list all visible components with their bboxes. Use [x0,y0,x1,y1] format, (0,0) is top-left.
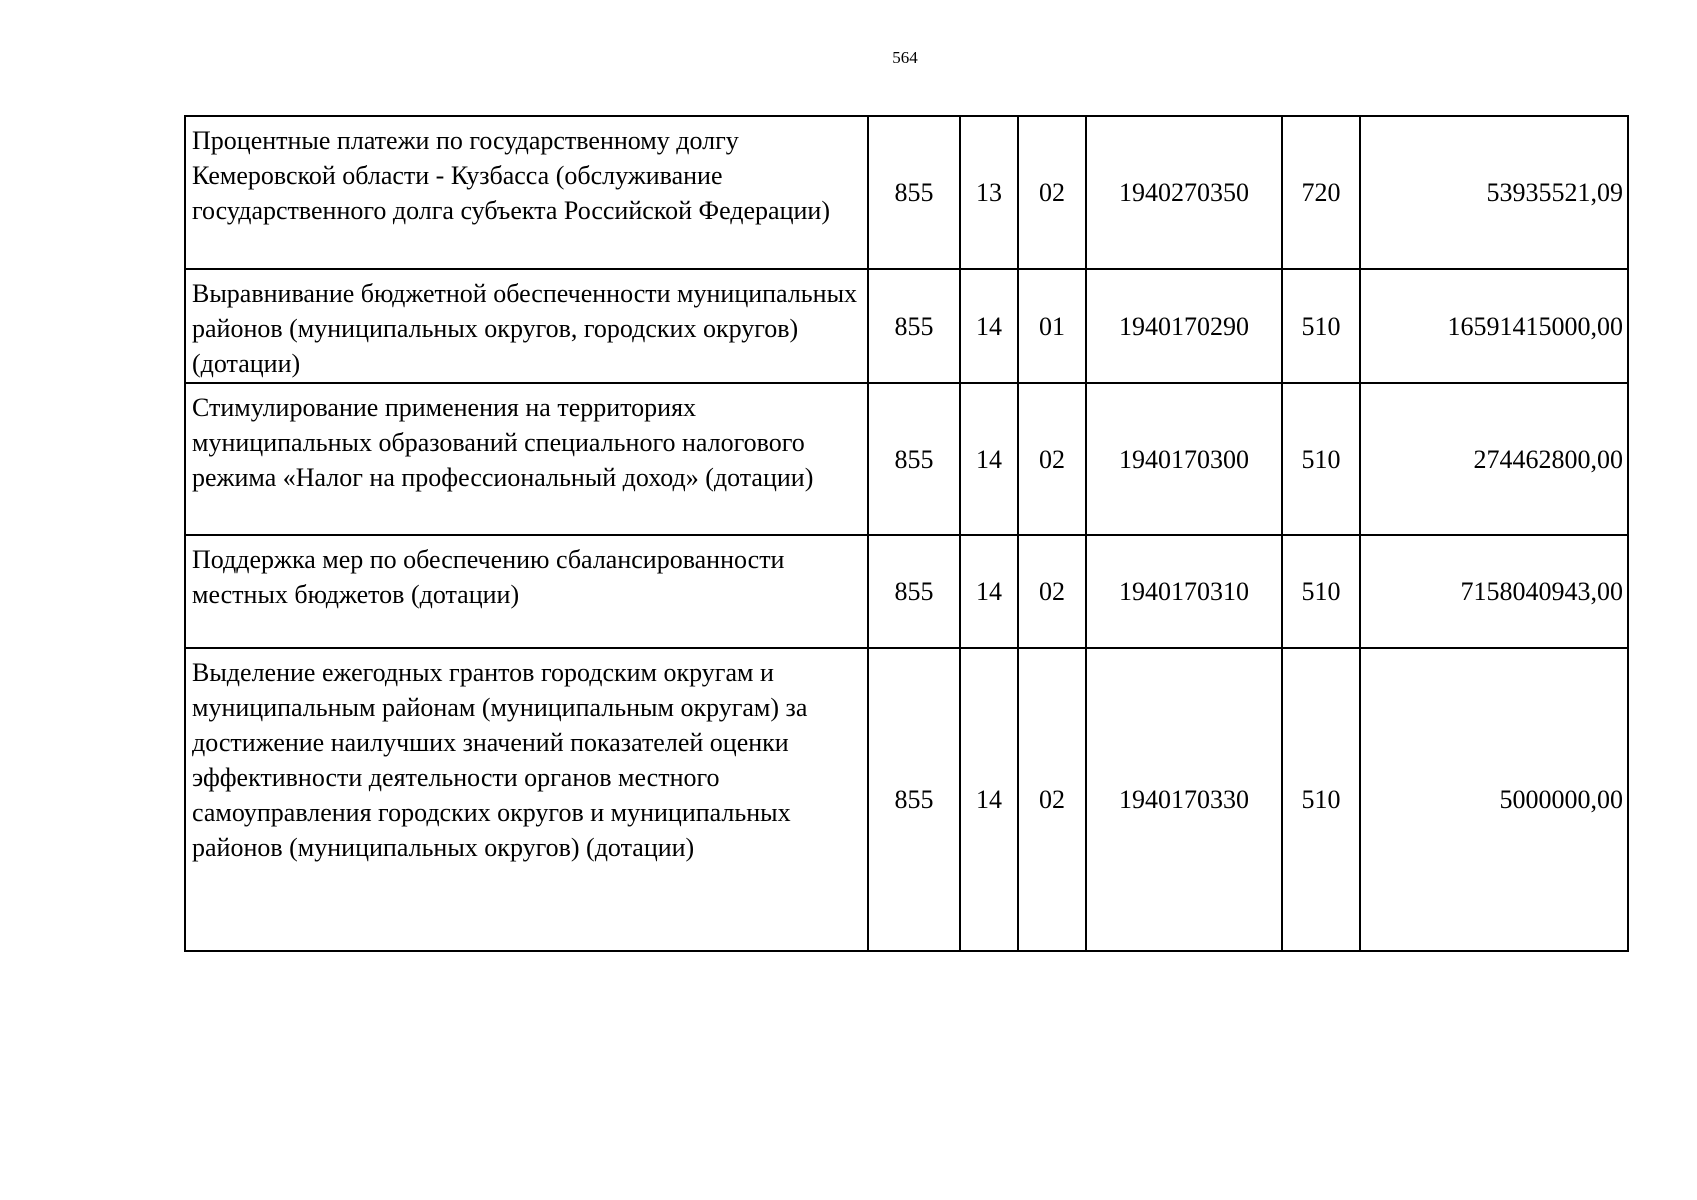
subsection-cell: 01 [1018,269,1086,383]
section-cell: 13 [960,116,1018,269]
amount-cell: 7158040943,00 [1360,535,1628,648]
expense-type-cell: 510 [1282,535,1360,648]
subsection-cell: 02 [1018,535,1086,648]
section-cell: 14 [960,535,1018,648]
budget-table [184,115,1629,952]
section-cell: 14 [960,269,1018,383]
grbs-cell: 855 [868,269,960,383]
target-article-cell: 1940170310 [1086,535,1282,648]
table-row [185,535,1628,648]
target-article-cell: 1940270350 [1086,116,1282,269]
amount-cell: 274462800,00 [1360,383,1628,535]
table-row [185,116,1628,269]
expense-type-cell: 510 [1282,648,1360,951]
grbs-cell: 855 [868,383,960,535]
target-article-cell: 1940170330 [1086,648,1282,951]
target-article-cell: 1940170300 [1086,383,1282,535]
expense-name-cell: Выделение ежегодных грантов городским округам и муниципальным районам (муниципальным округам) за достижение наилучших значений показателей оценки эффективности деятельности органов местного самоуправления городских округов и муниципальных районов (муниципальных округов) (дотации) [185,648,868,951]
grbs-cell: 855 [868,648,960,951]
expense-name-cell: Процентные платежи по государственному долгу Кемеровской области - Кузбасса (обслуживание государственного долга субъекта Российской Федерации) [185,116,868,269]
table-row [185,269,1628,383]
expense-name-cell: Поддержка мер по обеспечению сбалансированности местных бюджетов (дотации) [185,535,868,648]
grbs-cell: 855 [868,116,960,269]
subsection-cell: 02 [1018,116,1086,269]
target-article-cell: 1940170290 [1086,269,1282,383]
subsection-cell: 02 [1018,383,1086,535]
expense-type-cell: 720 [1282,116,1360,269]
expense-type-cell: 510 [1282,269,1360,383]
subsection-cell: 02 [1018,648,1086,951]
grbs-cell: 855 [868,535,960,648]
expense-name-cell: Выравнивание бюджетной обеспеченности муниципальных районов (муниципальных округов, городских округов) (дотации) [185,269,868,383]
page-number: 564 [892,48,918,67]
table-row [185,648,1628,951]
table-row [185,383,1628,535]
expense-type-cell: 510 [1282,383,1360,535]
amount-cell: 5000000,00 [1360,648,1628,951]
section-cell: 14 [960,648,1018,951]
expense-name-cell: Стимулирование применения на территориях муниципальных образований специального налогового режима «Налог на профессиональный доход» (дотации) [185,383,868,535]
section-cell: 14 [960,383,1018,535]
amount-cell: 16591415000,00 [1360,269,1628,383]
amount-cell: 53935521,09 [1360,116,1628,269]
